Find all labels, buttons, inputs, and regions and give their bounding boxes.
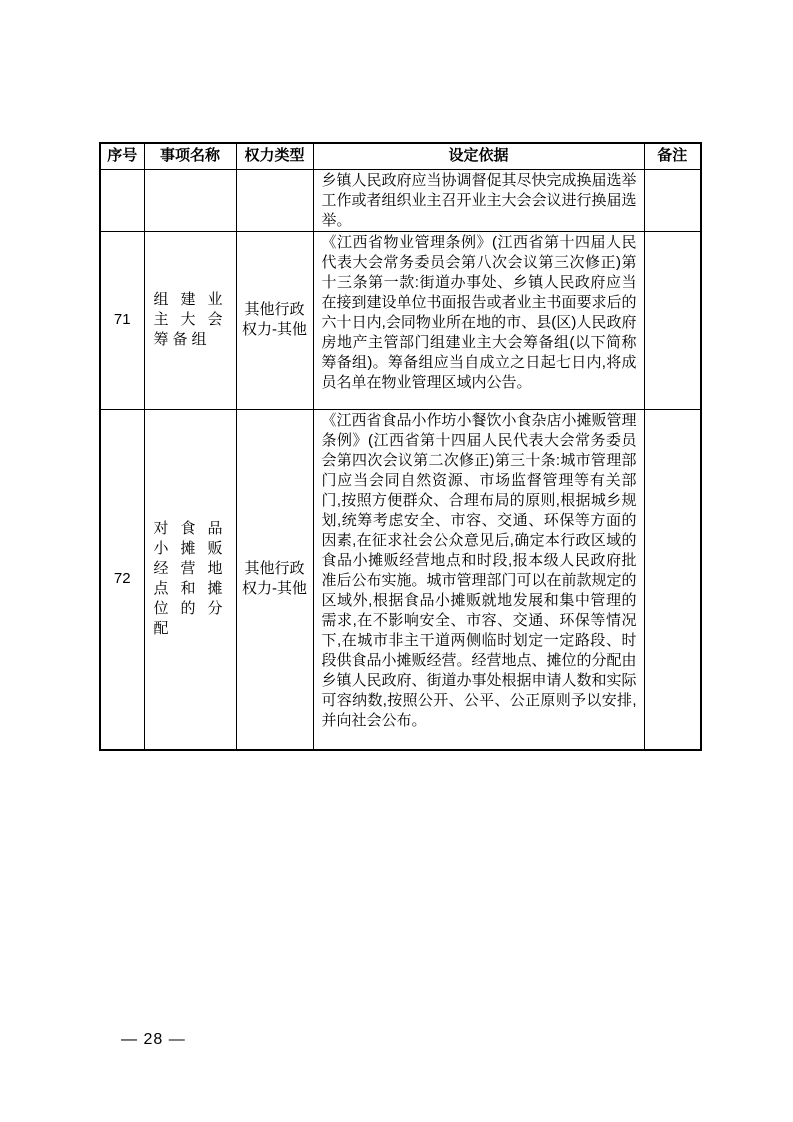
- cell-name: [144, 169, 236, 231]
- table-row-72: [100, 409, 701, 750]
- cell-basis: 《江西省食品小作坊小餐饮小食杂店小摊贩管理条例》(江西省第十四届人民代表大会常务委员会第四次会议第二次修正)第三十条:城市管理部门应当会同自然资源、市场监督管理等有关部门,按照方便群众、合理布局的原则,根据城乡规划,统筹考虑安全、市容、交通、环保等方面的因素,在征求社会公众意见后,确定本行政区域的食品小摊贩经营地点和时段,报本级人民政府批准后公布实施。城市管理部门可以在前款规定的区域外,根据食品小摊贩就地发展和集中管理的需求,在不影响安全、市容、交通、环保等情况下,在城市非主干道两侧临时划定一定路段、时段供食品小摊贩经营。经营地点、摊位的分配由乡镇人民政府、街道办事处根据申请人数和实际可容纳数,按照公开、公平、公正原则予以安排,并向社会公布。: [313, 409, 644, 750]
- table-row-continuation: [100, 169, 701, 231]
- page-number: — 28 —: [121, 1031, 186, 1048]
- column-header-remark: 备注: [644, 143, 701, 169]
- column-header-seq: 序号: [100, 143, 144, 169]
- cell-basis: 《江西省物业管理条例》(江西省第十四届人民代表大会常务委员会第八次会议第三次修正)第十三条第一款:街道办事处、乡镇人民政府应当在接到建设单位书面报告或者业主书面要求后的六十日内,会同物业所在地的市、县(区)人民政府房地产主管部门组建业主大会筹备组(以下简称筹备组)。筹备组应当自成立之日起七日内,将成员名单在物业管理区域内公告。: [313, 231, 644, 409]
- column-header-basis: 设定依据: [313, 143, 644, 169]
- cell-seq: 71: [100, 231, 144, 409]
- power-items-table: [99, 142, 702, 751]
- cell-type: 其他行政权力-其他: [236, 409, 313, 750]
- cell-basis: 乡镇人民政府应当协调督促其尽快完成换届选举工作或者组织业主召开业主大会会议进行换届选举。: [313, 169, 644, 231]
- column-header-name: 事项名称: [144, 143, 236, 169]
- cell-type: 其他行政权力-其他: [236, 231, 313, 409]
- cell-type: [236, 169, 313, 231]
- cell-remark: [644, 409, 701, 750]
- cell-remark: [644, 169, 701, 231]
- cell-seq: 72: [100, 409, 144, 750]
- table-row-71: [100, 231, 701, 409]
- table-header-row: [100, 143, 701, 169]
- cell-seq: [100, 169, 144, 231]
- cell-remark: [644, 231, 701, 409]
- cell-name: 对食品小摊贩经营地点和摊位的分配: [144, 409, 236, 750]
- cell-name: 组建业主大会筹备组: [144, 231, 236, 409]
- column-header-type: 权力类型: [236, 143, 313, 169]
